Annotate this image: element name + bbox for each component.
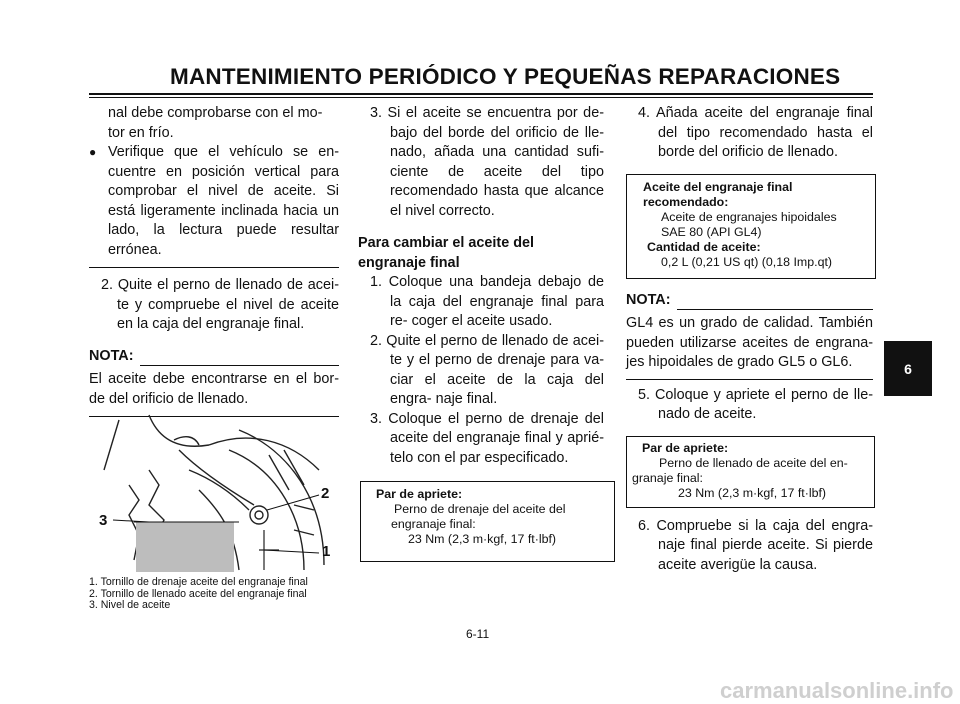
oil-qty-value: 0,2 L (0,21 US qt) (0,18 Imp.qt) [661,254,833,269]
step-3: 3. Si el aceite se encuentra por de- bajo del borde del orificio de lle- nado, añada una cantidad sufi- ciente de aceite del tipo recomendado hasta que alcance el nivel correcto. [370,105,604,219]
torque-box-line-1: Perno de drenaje del aceite del [394,502,566,516]
oil-qty-label: Cantidad de aceite: [647,239,761,254]
page-number: 6-11 [466,627,490,641]
title-rule [89,93,873,95]
watermark: carmanualsonline.info [720,678,954,703]
torque-box-title: Par de apriete: [376,487,463,501]
nota-text: El aceite debe encontrarse en el bor- de del orificio de llenado. [89,371,339,407]
bullet-item: ● Verifique que el vehículo se en- cuentre en posición vertical para comprobar el nivel de aceite. Si está ligeramente inclinada hacia un lado, la lectura puede resultar errónea. [89,143,339,260]
divider [89,267,339,268]
step-4: 4. Añada aceite del engranaje final del tipo recomendado hasta el borde del orificio de llenado. [638,105,873,160]
section-heading: Para cambiar el aceite del engranaje final [358,235,534,271]
torque-box-2 [626,436,875,508]
step-6: 6. Compruebe si la caja del engra- naje final pierde aceite. Si pierde aceite averigüe la causa. [638,517,873,573]
page-title: MANTENIMIENTO PERIÓDICO Y PEQUEÑAS REPARACIONES [170,64,841,89]
oil-spec-line-2: SAE 80 (API GL4) [661,224,762,239]
nota-heading: NOTA: [626,291,873,311]
oil-spec-box [626,174,876,279]
divider [626,379,873,380]
torque-box-2-line-1: Perno de llenado de aceite del en- [659,455,848,470]
oil-spec-title-1: Aceite del engranaje final [643,179,793,194]
gear-case-illustration [89,410,339,575]
nota-heading: NOTA: [89,347,339,367]
oil-spec-line-1: Aceite de engranajes hipoidales [661,209,837,224]
chapter-tab: 6 [884,341,932,396]
torque-box-2-line-2: granaje final: [632,470,703,485]
bullet-dot-icon: ● [89,145,97,159]
column-3 [626,104,873,575]
caption-line-3: 3. Nivel de aceite [89,599,171,611]
gear-case-drawing [89,410,339,575]
torque-box-2-value: 23 Nm (2,3 m·kgf, 17 ft·lbf) [678,485,827,500]
torque-box-line-2: engranaje final: [391,517,476,531]
column-1 [89,104,339,417]
title-rule-thin [89,97,873,98]
column-2 [358,104,604,562]
figure-caption [89,577,308,612]
callout-1: 1 [322,543,331,560]
caption-line-1: 1. Tornillo de drenaje aceite del engranaje final [89,576,308,588]
torque-box-value: 23 Nm (2,3 m·kgf, 17 ft·lbf) [408,532,557,546]
nota-text: GL4 es un grado de calidad. También pueden utilizarse aceites de engrana- jes hipoidales de grado GL5 o GL6. [626,315,873,370]
torque-box-2-title: Par de apriete: [642,440,729,455]
text-continuation: nal debe comprobarse con el mo- [108,105,323,121]
text-continuation-2: tor en frío. [108,124,174,141]
change-step-3: 3. Coloque el perno de drenaje del aceite del engranaje final y aprié- telo con el par especificado. [370,410,604,466]
oil-spec-title-2: recomendado: [643,194,729,209]
caption-line-2: 2. Tornillo de llenado aceite del engranaje final [89,587,307,600]
callout-2: 2 [321,485,330,502]
step-2: 2. Quite el perno de llenado de acei- te y compruebe el nivel de aceite en la caja del engranaje final. [101,277,339,332]
change-step-1: 1. Coloque una bandeja debajo de la caja del engranaje final para re- coger el aceite usado. [370,274,604,329]
step-5: 5. Coloque y apriete el perno de lle- nado de aceite. [638,386,873,422]
callout-3: 3 [99,512,108,529]
torque-box [360,481,615,562]
change-step-2: 2. Quite el perno de llenado de acei- te y el perno de drenaje para va- ciar el aceite de la caja del engra- naje final. [370,332,604,407]
